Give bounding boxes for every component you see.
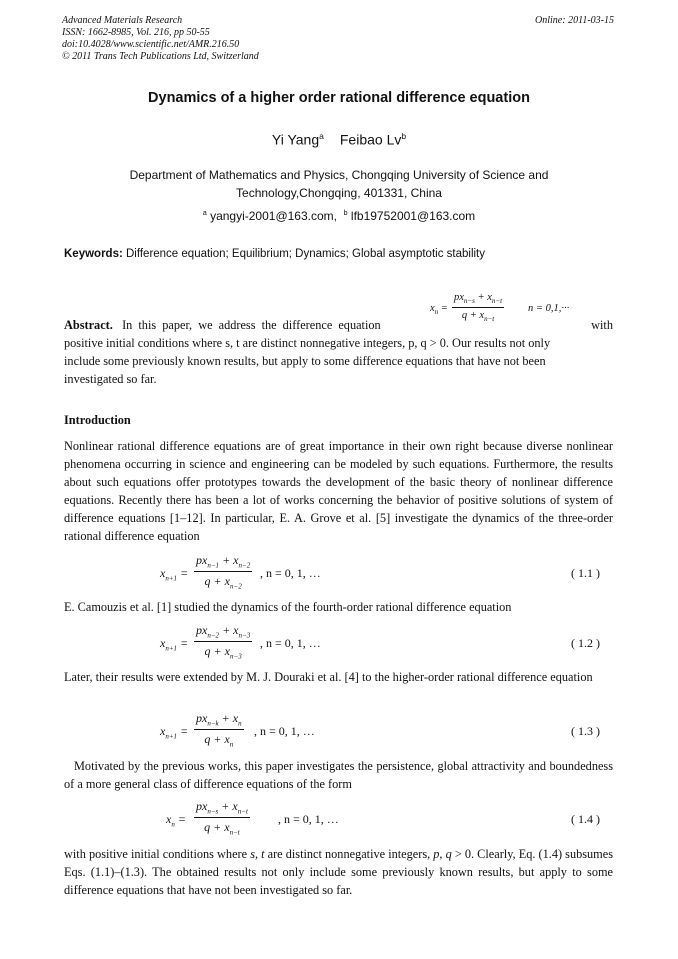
email-mark: b (343, 210, 348, 217)
online-date: Online: 2011-03-15 (535, 15, 614, 26)
author-mark: a (319, 131, 324, 141)
email-address: yangyi-2001@163.com, (210, 209, 337, 223)
abstract-lead: In this paper, we address the difference equation (122, 318, 381, 332)
equation-number: ( 1.3 ) (571, 724, 600, 738)
equation-index: , n = 0, 1, … (254, 724, 315, 738)
equation-denominator: $q + x_{n-t}$ (461, 310, 495, 324)
abstract-line: positive initial conditions where s, t are distinct nonnegative integers, p, q > 0. Our results not only (64, 336, 551, 350)
email-mark: a (202, 210, 207, 217)
equation-index: , n = 0, 1, … (278, 812, 339, 826)
journal-name: Advanced Materials Research (62, 15, 183, 26)
intro-paragraph: with positive initial conditions where s, t are distinct nonnegative integers, p, q > 0. Clearly, Eq. (1.4) subsumes Eqs. (1.1)–(1.3). The obtained results not only include some previously known results, but apply to some difference equations that have not been investigated so far. (64, 847, 613, 897)
equation-lhs: x (430, 303, 435, 314)
equation-1-1: $x_{n+1}$ = $px_{n-1} + x_{n-2}$ $q + x_{n-2}$ , n = 0, 1, … ( 1.1 ) (160, 553, 600, 591)
author-name: Feibao Lv (339, 131, 402, 148)
abstract-line: investigated so far. (64, 372, 157, 386)
equation-lhs-sub: n (434, 308, 439, 317)
equation-number: ( 1.4 ) (571, 812, 600, 826)
author-list (0, 131, 678, 148)
equation-number: ( 1.2 ) (571, 636, 600, 650)
affiliation (100, 166, 578, 202)
affiliation-line: Department of Mathematics and Physics, Chongqing University of Science and (129, 168, 549, 182)
keywords-text: Difference equation; Equilibrium; Dynamics; Global asymptotic stability (126, 248, 485, 260)
author-emails (0, 209, 678, 223)
equation-index: n = 0,1,··· (528, 303, 570, 314)
abstract-line: include some previously known results, but apply to some difference equations that have not been (64, 354, 546, 368)
copyright-line: © 2011 Trans Tech Publications Ltd, Switzerland (62, 51, 259, 62)
equation-number: ( 1.1 ) (571, 566, 600, 580)
equation-1-4: $x_n$ = $px_{n-s} + x_{n-t}$ $q + x_{n-t}$ , n = 0, 1, … ( 1.4 ) (166, 799, 600, 837)
author-name: Yi Yang (271, 131, 320, 148)
intro-paragraph: Nonlinear rational difference equations are of great importance in their own right because diverse nonlinear phenomena occurring in science and engineering can be modeled by such equations. Furthermore, the results about such equations offer prototypes towards the development of the basic theory of nonlinear difference equations. Recently there has been a lot of works concerning the behavior of positive solutions of system of difference equations [1–12]. In particular, E. A. Grove et al. [5] investigate the dynamics of the three-order rational difference equation (64, 439, 613, 543)
equation-1-2: $x_{n+1}$ = $px_{n-2} + x_{n-3}$ $q + x_{n-3}$ , n = 0, 1, … ( 1.2 ) (160, 623, 600, 661)
abstract (64, 316, 613, 388)
equation-index: , n = 0, 1, … (260, 636, 321, 650)
abstract-label: Abstract. (64, 318, 113, 332)
intro-paragraph: Later, their results were extended by M. J. Douraki et al. [4] to the higher-order rational difference equation (64, 670, 593, 684)
issn-line: ISSN: 1662-8985, Vol. 216, pp 50-55 (62, 27, 210, 38)
section-heading: Introduction (64, 413, 131, 427)
intro-paragraph: Motivated by the previous works, this paper investigates the persistence, global attractivity and boundedness of a more general class of difference equations of the form (64, 759, 613, 791)
abstract-equation: $x_n$ = $px_{n-s} + x_{n-t}$ $q + x_{n-t}$ n = 0,1,··· (430, 292, 570, 324)
intro-paragraph: E. Camouzis et al. [1] studied the dynamics of the fourth-order rational difference equation (64, 600, 512, 614)
abstract-after-eq: with (591, 318, 613, 332)
doi-line: doi:10.4028/www.scientific.net/AMR.216.50 (62, 39, 240, 50)
keywords-label: Keywords: (64, 248, 123, 260)
paper-title: Dynamics of a higher order rational difference equation (148, 90, 530, 106)
email-address: lfb19752001@163.com (350, 209, 476, 223)
affiliation-line: Technology,Chongqing, 401331, China (236, 186, 442, 200)
author-mark: b (401, 131, 407, 141)
publication-metadata (62, 15, 259, 63)
equation-index: , n = 0, 1, … (260, 566, 321, 580)
equation-numerator: $px_{n-s} + x_{n-t}$ (454, 292, 503, 306)
keywords (64, 248, 485, 260)
equation-1-3: $x_{n+1}$ = $px_{n-k} + x_n$ $q + x_n$ , n = 0, 1, … ( 1.3 ) (160, 711, 600, 749)
